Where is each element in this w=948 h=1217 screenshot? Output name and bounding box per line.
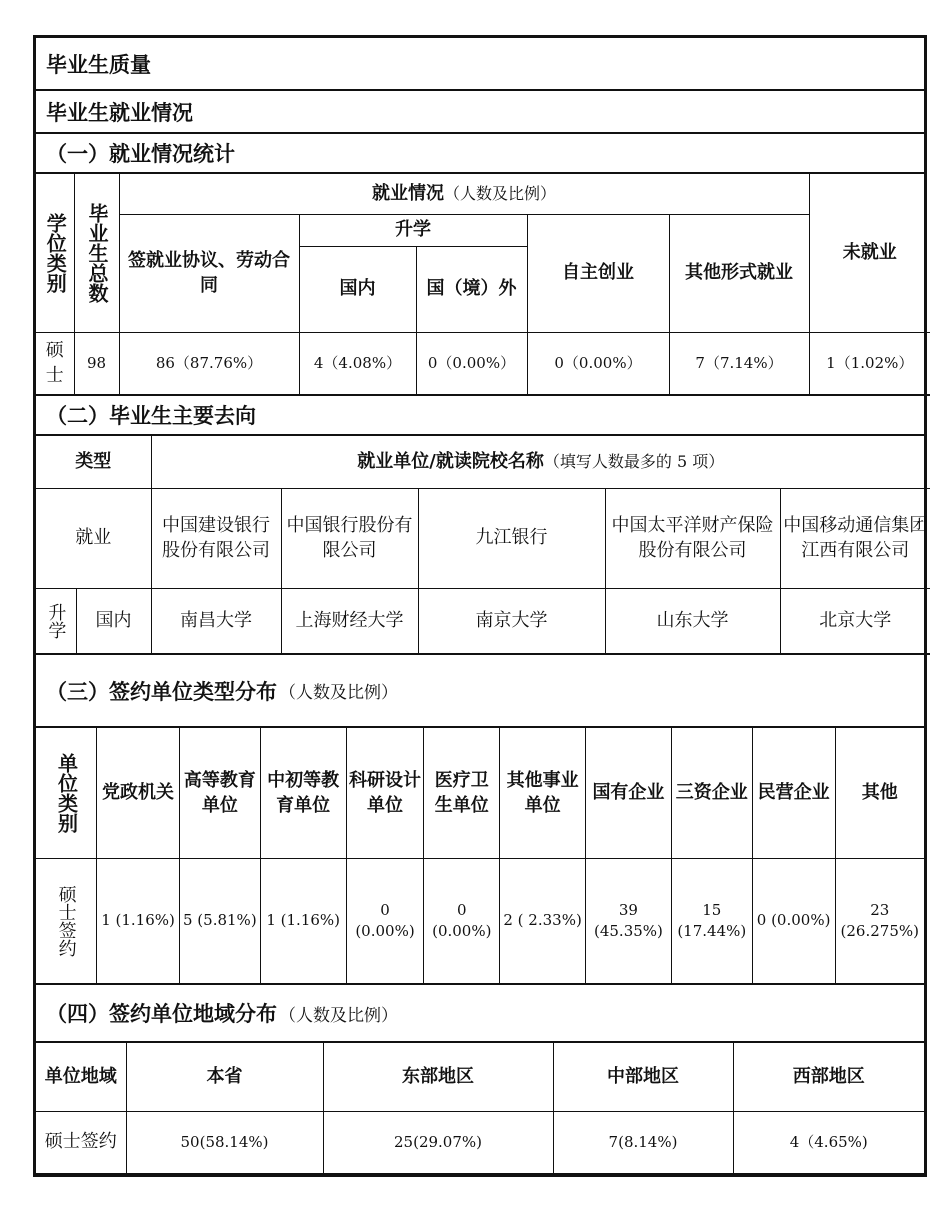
further-school-1: 南昌大学 <box>151 588 281 654</box>
value-higher-edu: 5 (5.81%) <box>179 858 260 984</box>
header-degree-type: 学位类别 <box>36 174 74 332</box>
value-other: 23 (26.275%) <box>835 858 924 984</box>
section-title-destinations <box>36 396 924 436</box>
value-central: 7(8.14%) <box>553 1111 733 1173</box>
header-further-study: 升学 <box>299 214 527 246</box>
row-contract: 86（87.76%） <box>119 332 299 395</box>
header-employment-situation: 就业情况（人数及比例） <box>119 174 809 214</box>
employ-unit-1: 中国建设银行股份有限公司 <box>151 488 281 588</box>
header-other-public: 其他事业单位 <box>500 728 586 858</box>
header-central: 中部地区 <box>553 1043 733 1111</box>
unit-types-note: （人数及比例） <box>279 683 398 703</box>
quality-title: 毕业生质量 <box>46 51 151 77</box>
header-west: 西部地区 <box>733 1043 924 1111</box>
value-state-owned: 39 (45.35%) <box>586 858 672 984</box>
row-domestic: 4（4.08%） <box>299 332 416 395</box>
further-school-5: 北京大学 <box>780 588 930 654</box>
unit-types-title: （三）签约单位类型分布 <box>46 678 277 704</box>
header-higher-edu: 高等教育单位 <box>179 728 260 858</box>
further-sub-domestic: 国内 <box>76 588 151 654</box>
value-primary-secondary-edu: 1 (1.16%) <box>260 858 346 984</box>
value-west: 4（4.65%) <box>733 1111 924 1173</box>
header-other: 其他 <box>835 728 924 858</box>
employ-unit-5: 中国移动通信集团江西有限公司 <box>780 488 930 588</box>
value-foreign-invested: 15 (17.44%) <box>671 858 752 984</box>
header-home-province: 本省 <box>126 1043 323 1111</box>
header-other-forms: 其他形式就业 <box>669 214 809 332</box>
row-self: 0（0.00%） <box>527 332 669 395</box>
section-title-employment <box>36 91 924 134</box>
value-private: 0 (0.00%) <box>752 858 835 984</box>
destinations-title: （二）毕业生主要去向 <box>46 403 256 428</box>
employment-stats-table <box>36 174 930 396</box>
header-unemployed: 未就业 <box>809 174 930 332</box>
header-domestic: 国内 <box>299 246 416 332</box>
table-row <box>36 332 930 395</box>
header-abroad: 国（境）外 <box>416 246 527 332</box>
table-row <box>36 1111 924 1173</box>
value-research-design: 0 (0.00%) <box>346 858 424 984</box>
section-title-quality <box>36 38 924 91</box>
header-primary-secondary-edu: 中初等教育单位 <box>260 728 346 858</box>
value-gov-agency: 1 (1.16%) <box>97 858 180 984</box>
employ-unit-2: 中国银行股份有限公司 <box>281 488 418 588</box>
value-medical: 0 (0.00%) <box>424 858 500 984</box>
further-label: 升学 <box>36 588 76 654</box>
table-row <box>36 588 930 654</box>
header-unit-names: 就业单位/就读院校名称（填写人数最多的 5 项） <box>151 436 930 488</box>
employ-unit-4: 中国太平洋财产保险股份有限公司 <box>605 488 780 588</box>
row-other: 7（7.14%） <box>669 332 809 395</box>
further-school-4: 山东大学 <box>605 588 780 654</box>
row-label-master-signed-region: 硕士签约 <box>36 1111 126 1173</box>
row-unemployed: 1（1.02%） <box>809 332 930 395</box>
table-row <box>36 488 930 588</box>
table-row <box>36 858 924 984</box>
header-self-employed: 自主创业 <box>527 214 669 332</box>
employ-unit-3: 九江银行 <box>418 488 605 588</box>
destinations-table <box>36 436 930 655</box>
section-title-regions <box>36 985 924 1043</box>
regions-title: （四）签约单位地域分布 <box>46 1001 277 1026</box>
section-title-unit-types <box>36 655 924 728</box>
section-title-stats <box>36 134 924 174</box>
header-type: 类型 <box>36 436 151 488</box>
row-degree: 硕士 <box>36 332 74 395</box>
row-total: 98 <box>74 332 119 395</box>
value-other-public: 2 ( 2.33%) <box>500 858 586 984</box>
row-abroad: 0（0.00%） <box>416 332 527 395</box>
header-east: 东部地区 <box>323 1043 553 1111</box>
stats-title: （一）就业情况统计 <box>46 141 235 166</box>
further-school-2: 上海财经大学 <box>281 588 418 654</box>
value-home-province: 50(58.14%) <box>126 1111 323 1173</box>
header-graduate-total: 毕业生总数 <box>74 174 119 332</box>
header-contract: 签就业协议、劳动合同 <box>119 214 299 332</box>
employ-label: 就业 <box>36 488 151 588</box>
header-unit-category: 单位类别 <box>36 728 97 858</box>
report-frame <box>33 35 927 1177</box>
row-label-master-signed: 硕士签约 <box>36 858 97 984</box>
regions-note: （人数及比例） <box>279 1005 398 1026</box>
header-gov-agency: 党政机关 <box>97 728 180 858</box>
employment-title: 毕业生就业情况 <box>46 99 193 125</box>
further-school-3: 南京大学 <box>418 588 605 654</box>
header-private: 民营企业 <box>752 728 835 858</box>
value-east: 25(29.07%) <box>323 1111 553 1173</box>
header-state-owned: 国有企业 <box>586 728 672 858</box>
header-unit-region: 单位地域 <box>36 1043 126 1111</box>
header-foreign-invested: 三资企业 <box>671 728 752 858</box>
header-research-design: 科研设计单位 <box>346 728 424 858</box>
regions-table <box>36 1043 924 1174</box>
unit-types-table <box>36 728 924 985</box>
header-medical: 医疗卫生单位 <box>424 728 500 858</box>
